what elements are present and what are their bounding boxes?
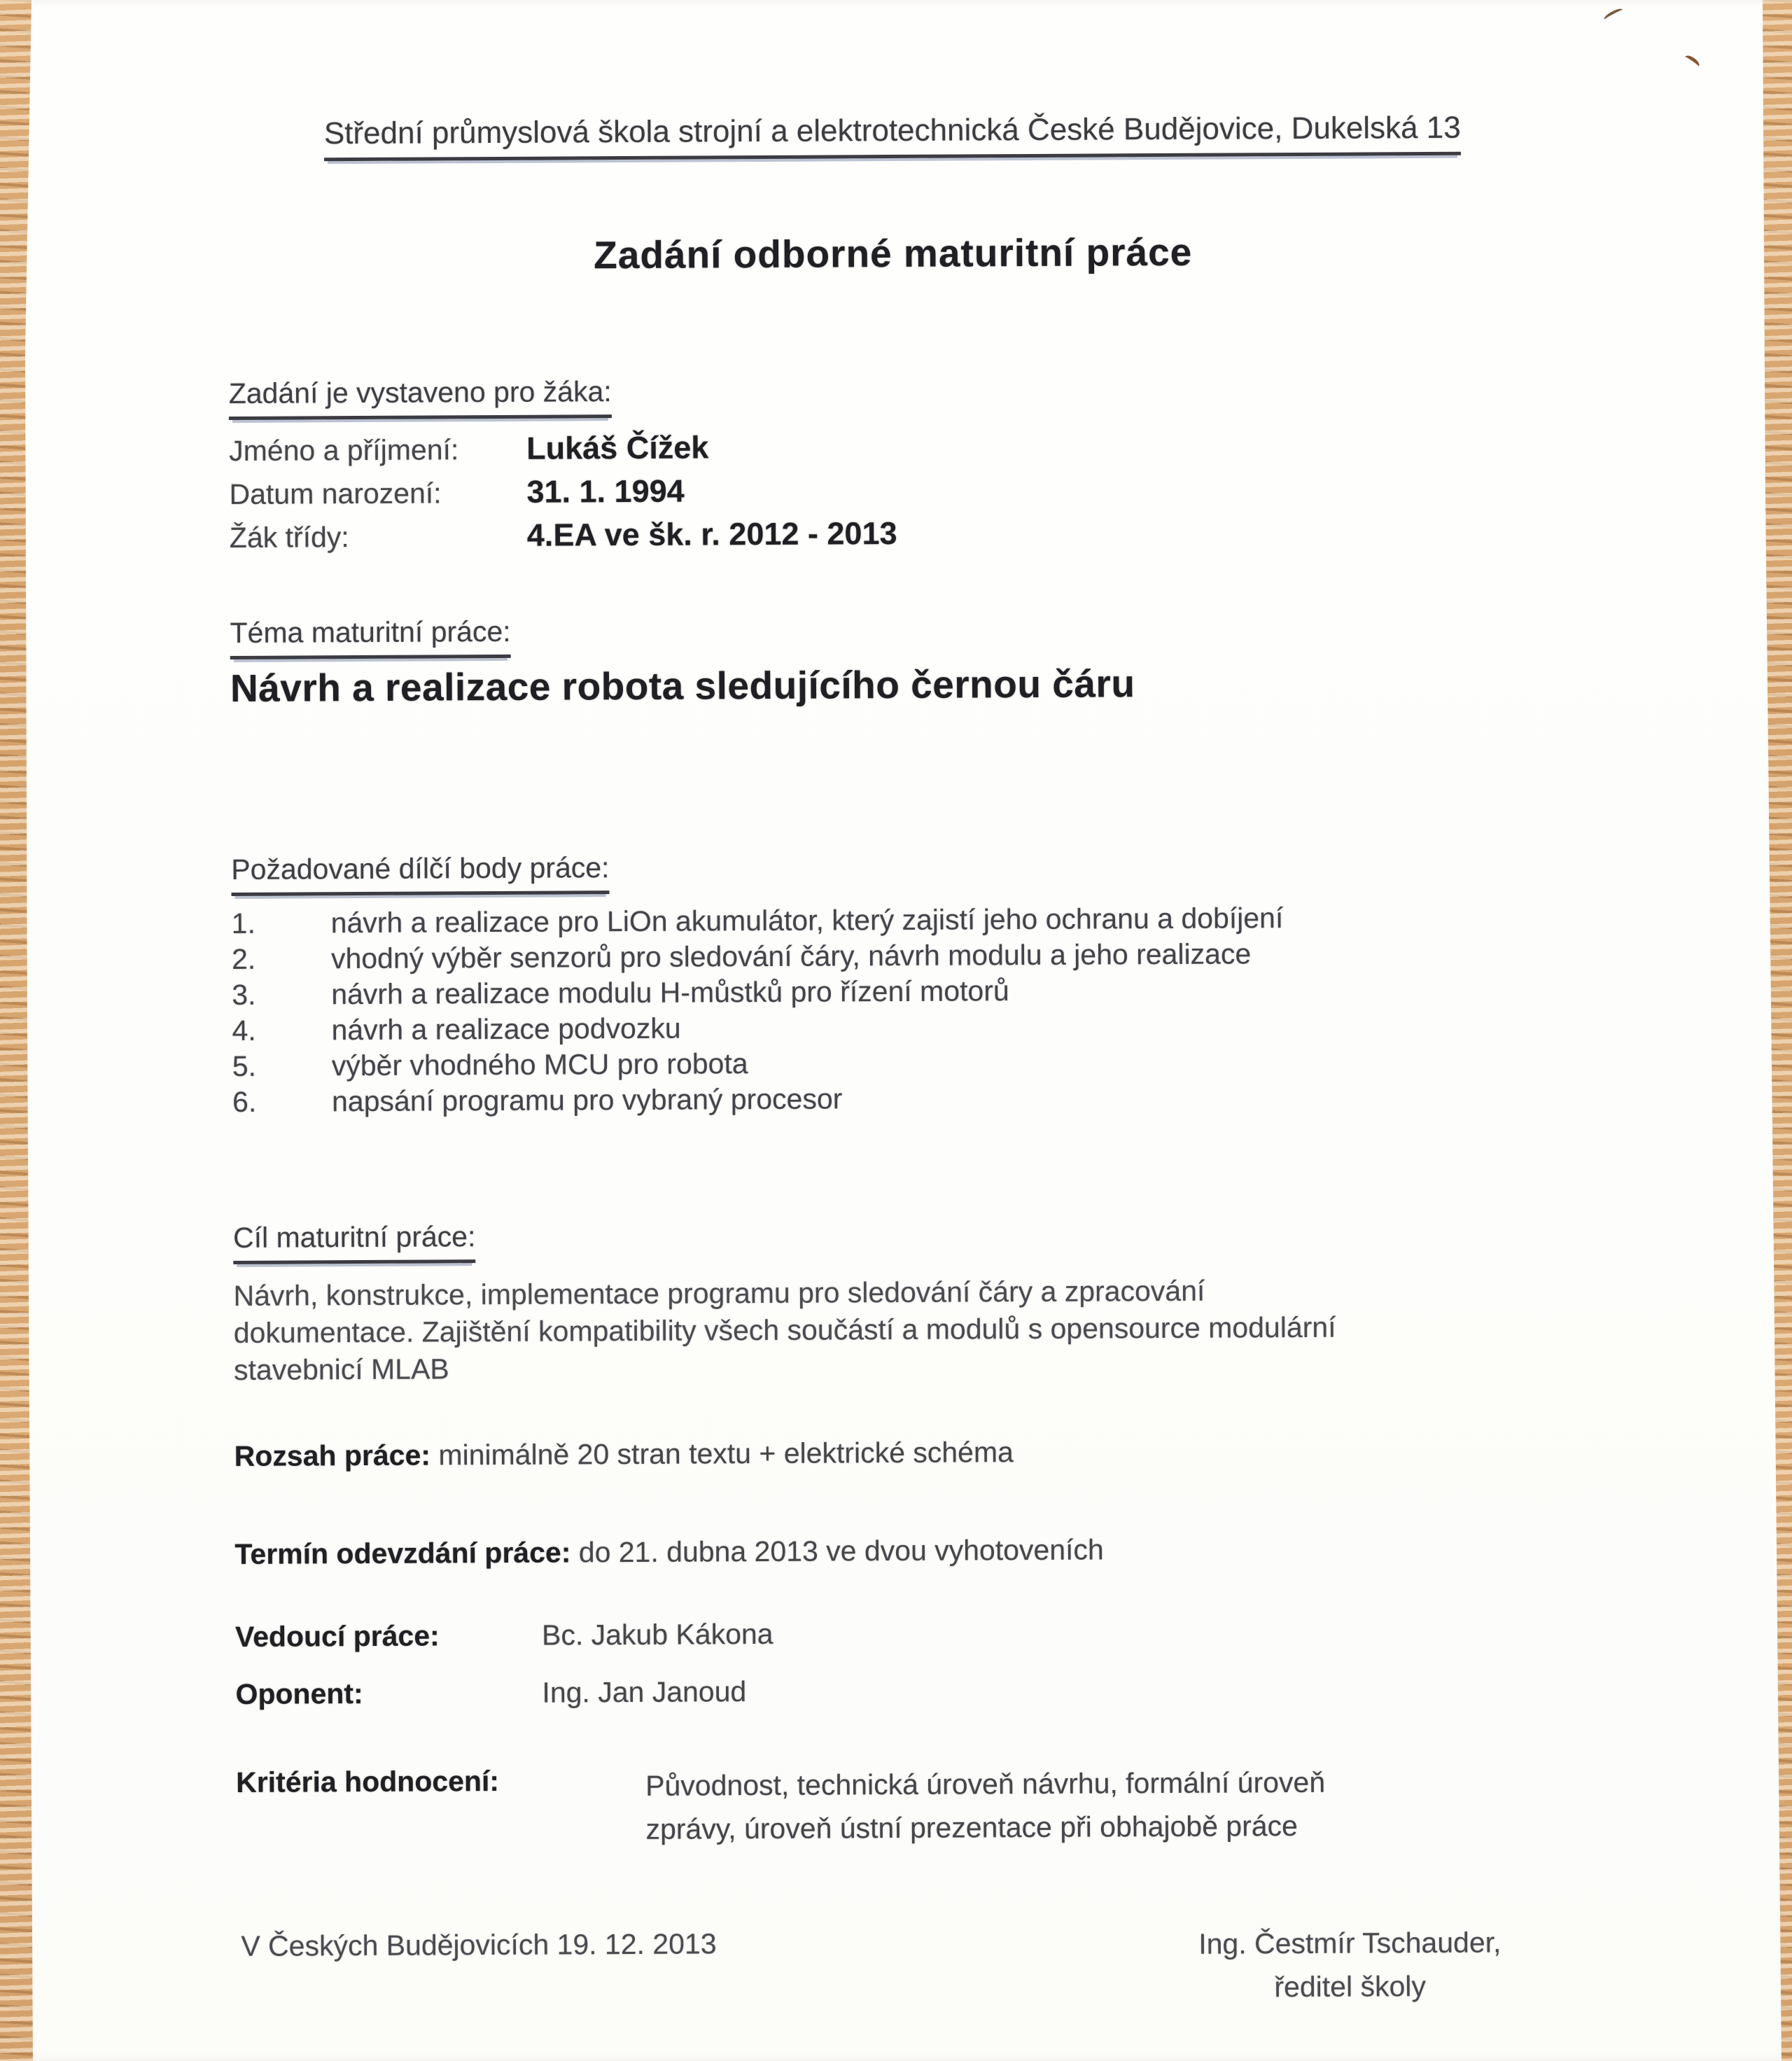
requirements-list	[232, 900, 1284, 1120]
thesis-topic-title: Návrh a realizace robota sledujícího černou čáru	[230, 662, 1135, 710]
requirement-item	[232, 1007, 1284, 1049]
student-class-row	[230, 515, 897, 555]
supervisor-value: Bc. Jakub Kákona	[541, 1617, 774, 1651]
student-section-heading: Zadání je vystaveno pro žáka:	[229, 375, 612, 420]
criteria-label: Kritéria hodnocení:	[236, 1764, 500, 1798]
goal-line: dokumentace. Zajištění kompatibility všech součástí a modulů s opensource modulární	[233, 1311, 1336, 1349]
requirements-section-heading: Požadované dílčí body práce:	[231, 851, 609, 896]
info-label: Datum narození:	[229, 477, 442, 510]
requirement-item	[232, 972, 1284, 1013]
student-birthdate-row	[229, 473, 684, 512]
info-value: 31. 1. 1994	[526, 473, 685, 510]
requirement-number: 1.	[231, 907, 256, 939]
requirement-item	[232, 936, 1284, 977]
info-label: Jméno a příjmení:	[229, 433, 459, 467]
criteria-value	[645, 1761, 1326, 1851]
deadline-line	[234, 1533, 1104, 1570]
requirement-text: návrh a realizace pro LiOn akumulátor, který zajistí jeho ochranu a dobíjení	[330, 902, 1284, 939]
goal-line: Návrh, konstrukce, implementace programu pro sledování čáry a zpracování	[233, 1274, 1205, 1312]
scope-line	[234, 1436, 1014, 1473]
signatory-role: ředitel školy	[1274, 1970, 1427, 2004]
requirement-number: 3.	[232, 978, 256, 1011]
requirement-item	[232, 1043, 1284, 1084]
document-title: Zadání odborné maturitní práce	[594, 230, 1193, 277]
signatory-name: Ing. Čestmír Tschauder,	[1198, 1926, 1502, 1960]
goal-paragraph	[233, 1272, 1336, 1389]
info-value: Lukáš Čížek	[526, 429, 709, 466]
scope-value: minimálně 20 stran textu + elektrické schéma	[438, 1436, 1014, 1472]
supervisor-label: Vedoucí práce:	[234, 1619, 440, 1653]
scope-label: Rozsah práce:	[234, 1439, 431, 1472]
requirement-item	[232, 900, 1284, 942]
deadline-label: Termín odevzdání práce:	[234, 1536, 571, 1570]
requirement-text: návrh a realizace modulu H-můstků pro řízení motorů	[331, 974, 1009, 1011]
requirement-item	[232, 1079, 1284, 1120]
info-value: 4.EA ve šk. r. 2012 - 2013	[526, 515, 897, 553]
requirement-text: návrh a realizace podvozku	[331, 1012, 681, 1047]
criteria-row	[236, 1761, 1326, 1853]
requirement-text: napsání programu pro vybraný procesor	[331, 1082, 843, 1118]
info-label: Žák třídy:	[229, 521, 349, 554]
signature-block	[1147, 1920, 1553, 2009]
opponent-row	[235, 1675, 746, 1711]
requirement-text: vhodný výběr senzorů pro sledování čáry, návrh modulu a jeho realizace	[330, 937, 1252, 975]
requirement-number: 6.	[232, 1085, 257, 1118]
student-name-row	[229, 429, 708, 468]
opponent-label: Oponent:	[235, 1677, 363, 1710]
school-name-text: Střední průmyslová škola strojní a elektrotechnická České Budějovice, Dukelská 13	[324, 111, 1461, 162]
criteria-line: Původnost, technická úroveň návrhu, formální úroveň	[645, 1766, 1326, 1802]
topic-section-heading: Téma maturitní práce:	[230, 615, 510, 659]
criteria-line: zprávy, úroveň ústní prezentace při obhajobě práce	[645, 1810, 1298, 1845]
requirement-number: 2.	[231, 942, 256, 975]
school-name-header	[0, 109, 1788, 162]
goal-section-heading: Cíl maturitní práce:	[233, 1220, 476, 1264]
requirement-number: 5.	[232, 1049, 257, 1082]
requirement-text: výběr vhodného MCU pro robota	[331, 1047, 748, 1082]
footer-place-date: V Českých Budějovicích 19. 12. 2013	[241, 1927, 717, 1962]
deadline-value: do 21. dubna 2013 ve dvou vyhotoveních	[578, 1533, 1104, 1569]
goal-line: stavebnicí MLAB	[233, 1353, 449, 1386]
opponent-value: Ing. Jan Janoud	[542, 1675, 747, 1709]
requirement-number: 4.	[232, 1014, 256, 1047]
supervisor-row	[235, 1618, 774, 1654]
